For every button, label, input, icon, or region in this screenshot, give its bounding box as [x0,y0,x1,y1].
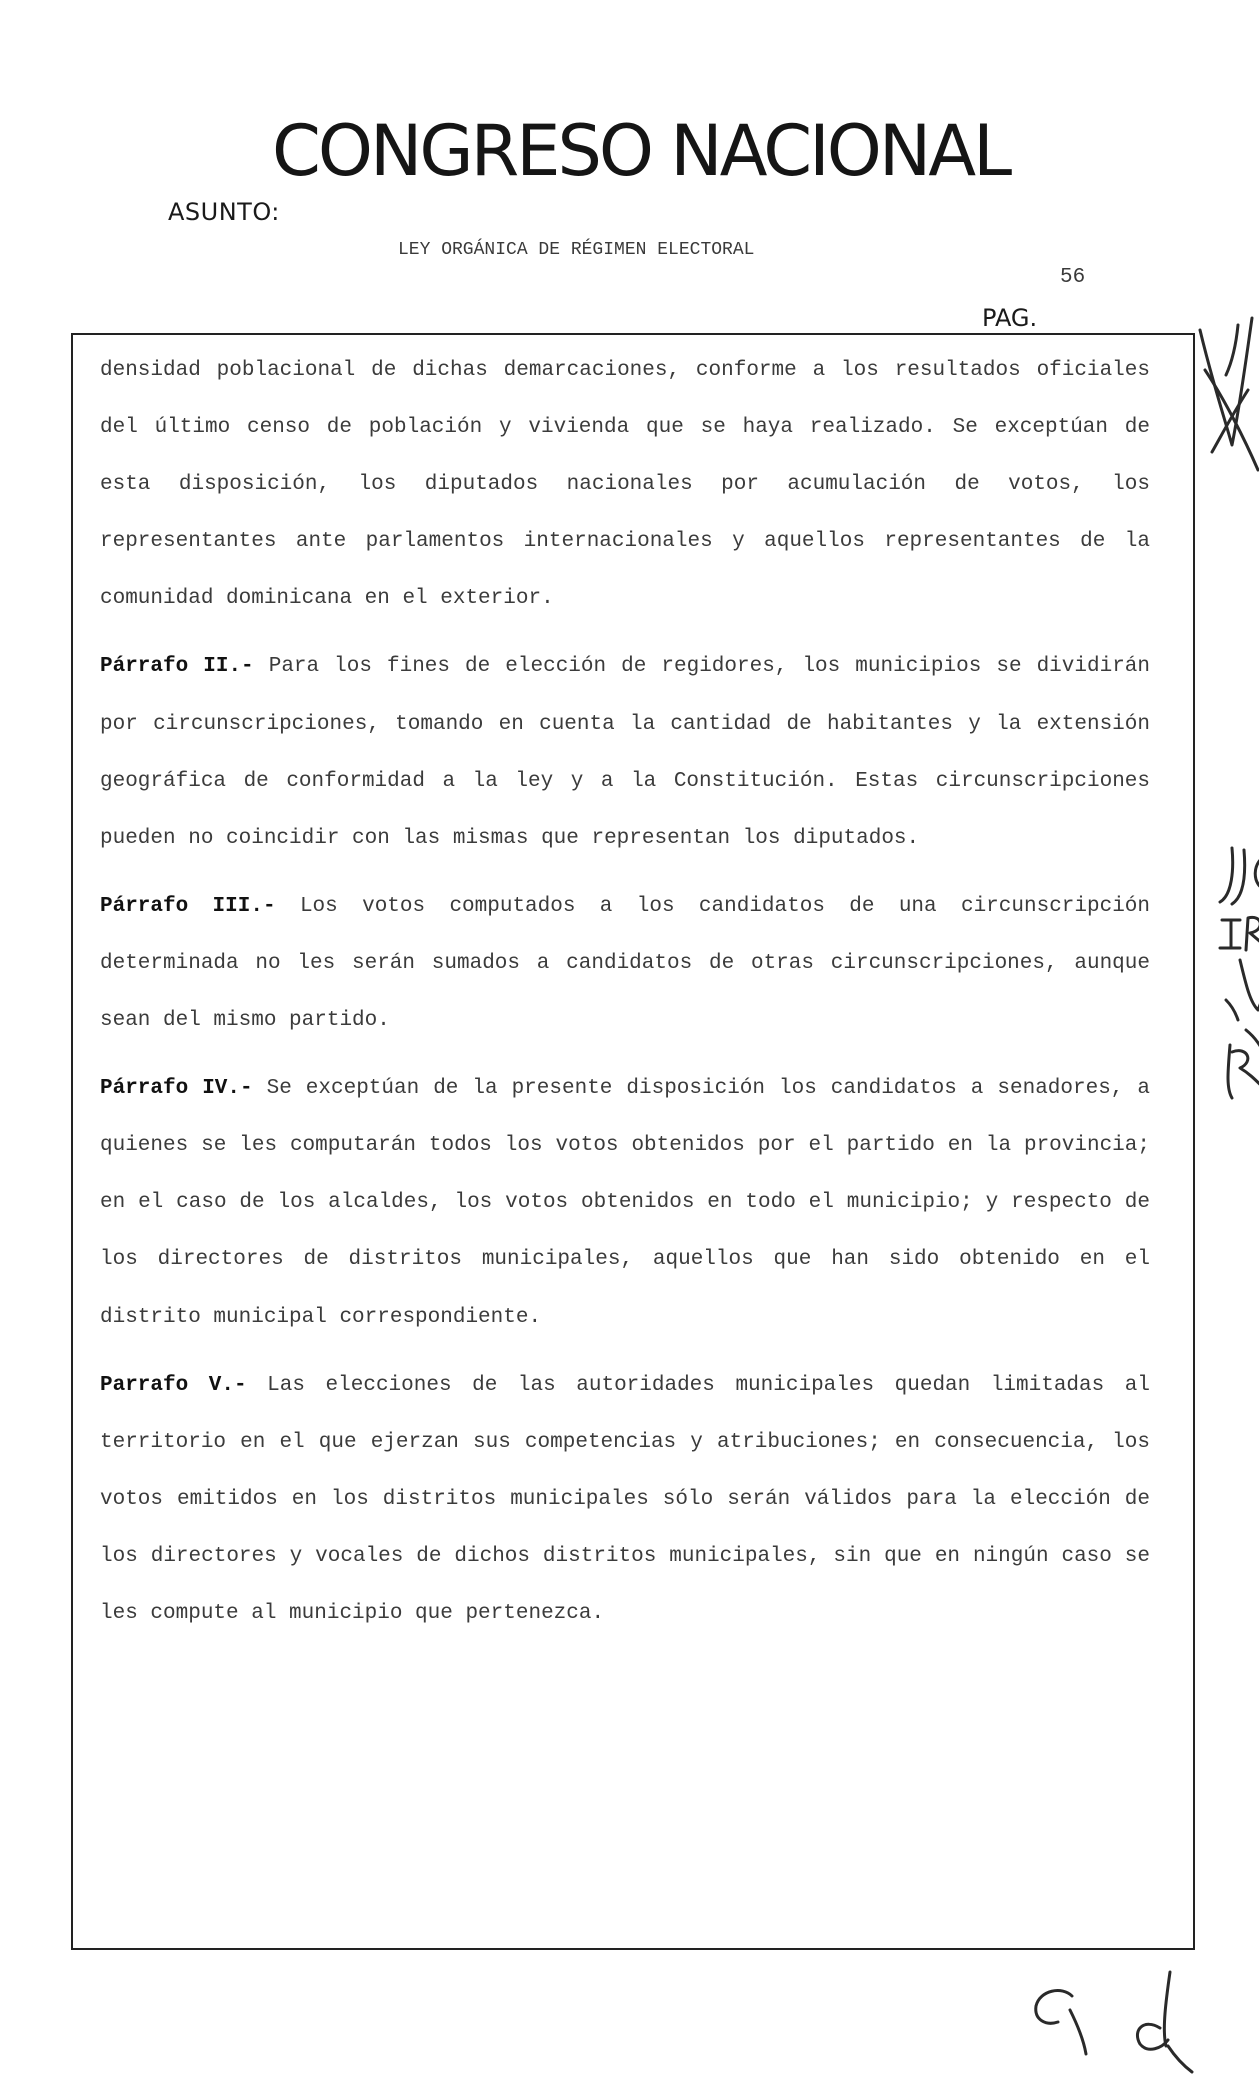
initials-jjc [1220,848,1259,904]
paragraph-v [100,1357,1150,1642]
paragraph-text: densidad poblacional de dichas demarcaciones, conforme a los resultados oficiales del último censo de población y vivienda que se haya realizado. Se exceptúan de esta disposición, los diputados nacionales por acumulación de votos, los representantes ante parlamentos internacionales y aquellos representantes de la comunidad dominicana en el exterior. [100,359,1150,611]
document-subject: LEY ORGÁNICA DE RÉGIMEN ELECTORAL [398,240,755,260]
paragraph-label: Parrafo V.- [100,1373,247,1397]
paragraph-label: Párrafo IV.- [100,1077,253,1101]
paragraph-text: Para los fines de elección de regidores, los municipios se dividirán por circunscripciones, tomando en cuenta la cantidad de habitantes y la extensión geográfica de conformidad a la ley y a la Constitución. Estas circunscripciones pueden no coincidir con las mismas que representan los diputados. [100,655,1150,850]
pag-label: PAG. [982,304,1038,332]
paragraph-continuation [100,342,1150,627]
paragraph-ii [100,638,1150,866]
asunto-label: ASUNTO: [168,198,280,226]
paragraph-label: Párrafo II.- [100,655,254,679]
paragraph-text: Las elecciones de las autoridades municipales quedan limitadas al territorio en el que ejerzan sus competencias y atribuciones; en consecuencia, los votos emitidos en los distritos municipales sólo serán válidos para la elección de los directores y vocales de dichos distritos municipales, sin que en ningún caso se les compute al municipio que pertenezca. [100,1373,1151,1625]
paragraph-iv [100,1060,1150,1345]
document-body [100,342,1150,1642]
institution-title: CONGRESO NACIONAL [272,110,1010,192]
initials-rv [1226,960,1259,1098]
paragraph-text: Los votos computados a los candidatos de una circunscripción determinada no les serán sumados a candidatos de otras circunscripciones, aunque sean del mismo partido. [100,894,1151,1033]
paragraph-text: Se exceptúan de la presente disposición los candidatos a senadores, a quienes se les computarán todos los votos obtenidos por el partido en la provincia; en el caso de los alcaldes, los votos obtenidos en todo el municipio; y respecto de los directores de distritos municipales, aquellos que han sido obtenido en el distrito municipal correspondiente. [100,1077,1150,1329]
initials-ir [1220,917,1259,950]
page-number: 56 [1060,266,1086,289]
paragraph-iii [100,878,1150,1049]
signature-top-right [1200,318,1258,470]
paragraph-label: Párrafo III.- [100,894,276,918]
signature-bottom-right [1036,1972,1192,2072]
